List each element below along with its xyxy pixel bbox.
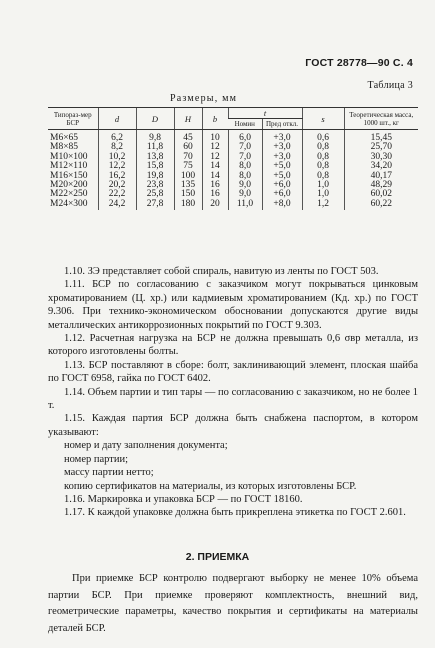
- cell-H: 75: [174, 162, 202, 171]
- cell-mass: 34,20: [344, 162, 418, 171]
- paragraph: массу партии нетто;: [64, 467, 154, 479]
- cell-type: М12×110: [50, 161, 88, 172]
- paragraph: номер и дату заполнения документа;: [64, 440, 228, 452]
- header-s: s: [302, 108, 344, 130]
- paragraph: 1.16. Маркировка и упаковка БСР — по ГОСТ 18160.: [64, 493, 303, 505]
- cell-s: 1,0: [302, 190, 344, 199]
- header-t-nominal: Номин: [228, 119, 262, 130]
- cell-D: 25,8: [136, 190, 174, 199]
- paragraph: копию сертификатов на материалы, из которых изготовлены БСР.: [64, 480, 357, 492]
- cell-t-nom: 6,0: [228, 130, 262, 144]
- cell-mass: 30,30: [344, 153, 418, 162]
- cell-H: 45: [174, 130, 202, 144]
- table-row: [48, 153, 418, 162]
- cell-H: 150: [174, 190, 202, 199]
- dimensions-table: [48, 107, 418, 210]
- header-H: H: [174, 108, 202, 130]
- cell-H: 100: [174, 172, 202, 181]
- header-type: Типораз-мер БСР: [48, 108, 98, 130]
- cell-b: 14: [202, 172, 228, 181]
- cell-t-dev: +6,0: [262, 190, 302, 199]
- cell-D: 11,8: [136, 143, 174, 152]
- cell-t-nom: 9,0: [228, 181, 262, 190]
- cell-s: 1,2: [302, 200, 344, 210]
- cell-d: 24,2: [98, 200, 136, 210]
- cell-b: 16: [202, 181, 228, 190]
- cell-t-nom: 7,0: [228, 153, 262, 162]
- cell-D: 27,8: [136, 200, 174, 210]
- table-body: [48, 130, 418, 211]
- paragraph: 1.14. Объем партии и тип тары — по согласованию с заказчиком, но не более 1 т.: [48, 386, 418, 412]
- cell-type: М10×100: [50, 151, 88, 162]
- table-row: [48, 130, 418, 144]
- table-row: [48, 200, 418, 210]
- cell-b: 12: [202, 153, 228, 162]
- cell-type: М24×300: [50, 198, 88, 209]
- section-text: [48, 571, 418, 637]
- cell-t-dev: +8,0: [262, 200, 302, 210]
- body-text: [48, 265, 418, 520]
- cell-t-dev: +3,0: [262, 153, 302, 162]
- paragraph: 1.11. БСР по согласованию с заказчиком могут покрываться цинковым хроматированием (Ц. хр.) или кадмиевым хроматированием (Кд. хр.) по ГОСТ 9.306. При технико-экономическом обосновании допускаются другие виды металлических антикоррозионных покрытий по ГОСТ 9.303.: [48, 279, 418, 331]
- cell-b: 12: [202, 143, 228, 152]
- cell-type: М20×200: [50, 180, 88, 191]
- header-b: b: [202, 108, 228, 130]
- cell-mass: 60,22: [344, 200, 418, 210]
- cell-s: 0,8: [302, 143, 344, 152]
- sizes-caption: Размеры, мм: [170, 93, 238, 104]
- cell-b: 16: [202, 190, 228, 199]
- cell-t-dev: +5,0: [262, 172, 302, 181]
- cell-type: М8×85: [50, 142, 79, 153]
- table-label: Таблица 3: [367, 80, 413, 91]
- paragraph: 1.10. ЗЭ представляет собой спираль, навитую из ленты по ГОСТ 503.: [64, 266, 379, 277]
- header-t: t: [228, 108, 302, 119]
- page-header: ГОСТ 28778—90 С. 4: [305, 57, 413, 69]
- cell-s: 0,8: [302, 172, 344, 181]
- header-t-deviation: Пред откл.: [262, 119, 302, 130]
- cell-t-dev: +6,0: [262, 181, 302, 190]
- cell-d: 22,2: [98, 190, 136, 199]
- cell-D: 15,8: [136, 162, 174, 171]
- cell-D: 9,8: [136, 130, 174, 144]
- cell-s: 0,8: [302, 153, 344, 162]
- cell-H: 180: [174, 200, 202, 210]
- cell-mass: 60,02: [344, 190, 418, 199]
- cell-b: 10: [202, 130, 228, 144]
- cell-t-dev: +3,0: [262, 130, 302, 144]
- cell-mass: 25,70: [344, 143, 418, 152]
- header-d: d: [98, 108, 136, 130]
- cell-D: 19,8: [136, 172, 174, 181]
- cell-d: 16,2: [98, 172, 136, 181]
- cell-t-dev: +5,0: [262, 162, 302, 171]
- cell-type: М16×150: [50, 170, 88, 181]
- cell-H: 60: [174, 143, 202, 152]
- paragraph: 1.17. К каждой упаковке должна быть прикреплена этикетка по ГОСТ 2.601.: [64, 507, 406, 519]
- cell-mass: 48,29: [344, 181, 418, 190]
- header-mass: Теоретическая масса, 1000 шт., кг: [344, 108, 418, 130]
- cell-t-nom: 11,0: [228, 200, 262, 210]
- cell-d: 6,2: [98, 130, 136, 144]
- cell-t-nom: 9,0: [228, 190, 262, 199]
- cell-D: 23,8: [136, 181, 174, 190]
- cell-H: 70: [174, 153, 202, 162]
- header-D: D: [136, 108, 174, 130]
- cell-type: М6×65: [50, 133, 79, 143]
- cell-t-nom: 8,0: [228, 162, 262, 171]
- cell-d: 20,2: [98, 181, 136, 190]
- cell-t-nom: 8,0: [228, 172, 262, 181]
- cell-b: 20: [202, 200, 228, 210]
- cell-t-nom: 7,0: [228, 143, 262, 152]
- paragraph: номер партии;: [64, 453, 128, 465]
- table-row: [48, 181, 418, 190]
- cell-d: 8,2: [98, 143, 136, 152]
- table-row: [48, 190, 418, 199]
- paragraph: 1.12. Расчетная нагрузка на БСР не должна превышать 0,6 σвр металла, из которого изготовлены болты.: [48, 333, 418, 358]
- cell-b: 14: [202, 162, 228, 171]
- cell-s: 0,8: [302, 162, 344, 171]
- section-paragraph: При приемке БСР контролю подвергают выборку не менее 10% объема партии БСР. При приемке проверяют комплектность, внешний вид, геометрические параметры, качество покрытия и сертификаты на материалы деталей БСР.: [48, 573, 418, 634]
- paragraph: 1.13. БСР поставляют в сборе: болт, заклинивающий элемент, плоская шайба по ГОСТ 6958, гайка по ГОСТ 6402.: [48, 359, 418, 385]
- cell-H: 135: [174, 181, 202, 190]
- cell-s: 1,0: [302, 181, 344, 190]
- section-title: 2. ПРИЕМКА: [185, 551, 250, 563]
- cell-t-dev: +3,0: [262, 143, 302, 152]
- cell-d: 12,2: [98, 162, 136, 171]
- cell-mass: 15,45: [344, 130, 418, 144]
- table-row: [48, 172, 418, 181]
- cell-type: М22×250: [50, 189, 88, 200]
- table-row: [48, 162, 418, 171]
- paragraph: 1.15. Каждая партия БСР должна быть снабжена паспортом, в котором указывают:: [48, 413, 418, 438]
- cell-mass: 40,17: [344, 172, 418, 181]
- cell-s: 0,6: [302, 130, 344, 144]
- table-row: [48, 143, 418, 152]
- cell-D: 13,8: [136, 153, 174, 162]
- cell-d: 10,2: [98, 153, 136, 162]
